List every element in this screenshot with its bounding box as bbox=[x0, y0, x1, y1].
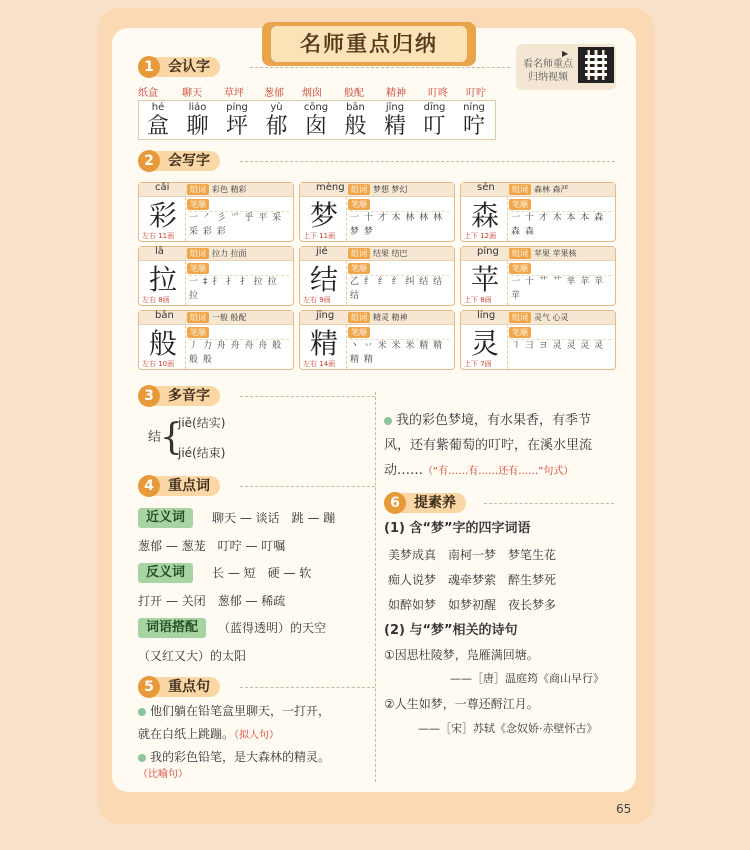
writing-card bbox=[460, 310, 616, 370]
read-word: 葱郁 bbox=[264, 88, 284, 99]
idioms-row-3: 如醉如梦 如梦初醒 夜长梦多 bbox=[388, 598, 557, 612]
structure-note: 左右 11画 bbox=[142, 232, 175, 240]
section-number: 5 bbox=[138, 676, 160, 698]
pinyin: lā bbox=[155, 246, 164, 257]
bullet-icon bbox=[384, 417, 392, 425]
section-title: 重点词 bbox=[152, 476, 220, 496]
words-tag: 组词 bbox=[348, 184, 370, 195]
pinyin: cǎi bbox=[155, 182, 170, 193]
key-sentence-1-cont: 就在白纸上跳蹦。（拟人句） bbox=[138, 727, 280, 741]
structure-note: 左右 10画 bbox=[142, 360, 175, 368]
divider bbox=[346, 325, 347, 369]
divider bbox=[484, 503, 614, 504]
words-tag: 组词 bbox=[348, 248, 370, 259]
divider bbox=[185, 261, 186, 305]
divider bbox=[240, 396, 375, 397]
pinyin: liáo bbox=[188, 102, 207, 113]
hanzi: 梦 bbox=[309, 199, 338, 232]
hanzi: 彩 bbox=[148, 199, 177, 232]
stroke-order: 丶 丷 米 米 米 精 精 精 精 bbox=[350, 341, 444, 365]
pinyin: yù bbox=[270, 102, 283, 113]
strokes-tag: 笔顺 bbox=[187, 327, 209, 338]
pinyin: bān bbox=[155, 310, 174, 321]
collocation-label: 词语搭配 bbox=[138, 618, 206, 638]
example-words: 一般 般配 bbox=[212, 313, 247, 322]
section-number: 4 bbox=[138, 475, 160, 497]
divider bbox=[185, 325, 186, 369]
stroke-order: ㇕ 彐 ヨ 灵 灵 灵 灵 bbox=[511, 341, 605, 351]
qr-code-icon[interactable] bbox=[578, 47, 614, 83]
strokes-tag: 笔顺 bbox=[509, 263, 531, 274]
example-words: 彩色 精彩 bbox=[212, 185, 247, 194]
read-char-cell bbox=[298, 102, 334, 140]
read-word: 精神 bbox=[386, 88, 406, 99]
pinyin: píng bbox=[477, 246, 499, 257]
column-divider bbox=[375, 392, 376, 782]
strokes-tag: 笔顺 bbox=[509, 199, 531, 210]
section-number: 3 bbox=[138, 385, 160, 407]
writing-card bbox=[299, 246, 455, 306]
rhetoric-note: （拟人句） bbox=[234, 730, 280, 741]
pinyin: jīng bbox=[385, 102, 405, 113]
read-word: 草坪 bbox=[224, 88, 244, 99]
hanzi: 苹 bbox=[470, 263, 499, 296]
read-word: 般配 bbox=[344, 88, 364, 99]
words-tag: 组词 bbox=[509, 312, 531, 323]
example-words: 苹果 苹果核 bbox=[534, 249, 577, 258]
read-char-cell bbox=[417, 102, 453, 140]
divider bbox=[507, 197, 508, 241]
writing-card bbox=[460, 182, 616, 242]
stroke-order: 乙 纟 纟 纟 纠 结 结 结 bbox=[350, 277, 444, 301]
structure-note: 左右 8画 bbox=[142, 296, 170, 304]
example-words: 梦想 梦幻 bbox=[373, 185, 408, 194]
words-tag: 组词 bbox=[187, 184, 209, 195]
idioms-heading: (1) 含“梦”字的四字词语 bbox=[384, 521, 531, 536]
play-icon[interactable]: ▶ bbox=[562, 49, 569, 58]
structure-note: 上下 12画 bbox=[464, 232, 497, 240]
synonym-line-2: 葱郁 — 葱茏 叮咛 — 叮嘱 bbox=[138, 539, 286, 553]
writing-card bbox=[460, 246, 616, 306]
writing-card bbox=[299, 310, 455, 370]
hanzi: 聊 bbox=[186, 114, 209, 139]
page-title: 名师重点归纳 bbox=[271, 26, 467, 62]
pinyin: bān bbox=[346, 102, 365, 113]
divider bbox=[507, 261, 508, 305]
right-sentence-line-2: 风，还有紫葡萄的叮咛，在溪水里流 bbox=[384, 438, 593, 453]
section-number: 6 bbox=[384, 492, 406, 514]
pinyin: sēn bbox=[477, 182, 495, 193]
stroke-order: 一 ‡ 扌 扌 扌 拉 拉 拉 bbox=[189, 277, 278, 301]
section-title: 会写字 bbox=[152, 151, 220, 171]
idioms-row-2: 痴人说梦 魂牵梦萦 醉生梦死 bbox=[388, 573, 557, 587]
stroke-order: 一 十 艹 艹 芈 苹 苹 苹 bbox=[511, 277, 605, 301]
read-char-cell bbox=[259, 102, 295, 140]
right-sentence-line-3: 动……（“有……有……还有……”句式） bbox=[384, 463, 574, 478]
stroke-order: 一 十 才 木 本 本 森 森 森 bbox=[511, 213, 605, 237]
read-word: 纸盒 bbox=[138, 88, 158, 99]
poem-1: ①因思杜陵梦，凫雁满回塘。 bbox=[384, 648, 539, 662]
poem-2-source: ——［宋］苏轼《念奴娇·赤壁怀古》 bbox=[418, 722, 598, 735]
structure-note: 上下 8画 bbox=[464, 296, 492, 304]
strokes-tag: 笔顺 bbox=[348, 199, 370, 210]
pinyin: hé bbox=[151, 102, 165, 113]
pinyin: cōng bbox=[303, 102, 329, 113]
divider bbox=[240, 161, 615, 162]
pinyin: mèng bbox=[316, 182, 345, 193]
hanzi: 叮 bbox=[423, 114, 446, 139]
hanzi: 灵 bbox=[470, 327, 499, 360]
synonym-label: 近义词 bbox=[138, 508, 193, 528]
polyphone-reading-2: jié(结束) bbox=[178, 446, 226, 460]
writing-card bbox=[138, 310, 294, 370]
writing-card bbox=[299, 182, 455, 242]
strokes-tag: 笔顺 bbox=[348, 327, 370, 338]
words-tag: 组词 bbox=[509, 184, 531, 195]
hanzi: 坪 bbox=[225, 114, 248, 139]
divider bbox=[240, 687, 375, 688]
section-title: 多音字 bbox=[152, 386, 220, 406]
structure-note: 左右 14画 bbox=[303, 360, 336, 368]
idioms-row-1: 美梦成真 南柯一梦 梦笔生花 bbox=[388, 548, 557, 562]
stroke-order: 丿 力 舟 舟 舟 舟 般 般 般 bbox=[189, 341, 283, 365]
structure-note: 左右 9画 bbox=[303, 296, 331, 304]
collocation-line-2: （又红又大）的太阳 bbox=[138, 649, 247, 663]
divider bbox=[346, 261, 347, 305]
bullet-icon bbox=[138, 708, 146, 716]
stroke-order: 一 十 才 木 林 林 林 梦 梦 bbox=[350, 213, 444, 237]
page-number: 65 bbox=[616, 802, 632, 816]
key-sentence-1: 他们躺在铅笔盒里聊天，一打开， bbox=[138, 702, 330, 720]
read-char-cell bbox=[219, 102, 255, 140]
antonym-label: 反义词 bbox=[138, 563, 193, 583]
words-tag: 组词 bbox=[348, 312, 370, 323]
section-title: 重点句 bbox=[152, 677, 220, 697]
bullet-icon bbox=[138, 754, 146, 762]
read-char-cell bbox=[456, 102, 492, 140]
read-word: 叮咛 bbox=[466, 88, 486, 99]
section-title: 会认字 bbox=[152, 57, 220, 77]
strokes-tag: 笔顺 bbox=[509, 327, 531, 338]
hanzi: 结 bbox=[309, 263, 338, 296]
hanzi: 拉 bbox=[148, 263, 177, 296]
section-title: 提素养 bbox=[398, 493, 466, 513]
hanzi: 精 bbox=[383, 114, 406, 139]
antonym-line-2: 打开 — 关闭 葱郁 — 稀疏 bbox=[138, 594, 286, 608]
divider bbox=[240, 486, 375, 487]
section-number: 2 bbox=[138, 150, 160, 172]
hanzi: 森 bbox=[470, 199, 499, 232]
synonym-line-1: 聊天 — 谈话 跳 — 蹦 bbox=[212, 511, 336, 525]
brace-icon: { bbox=[160, 417, 183, 458]
divider bbox=[507, 325, 508, 369]
pinyin: líng bbox=[477, 310, 496, 321]
pinyin: níng bbox=[463, 102, 485, 113]
pinyin: dīng bbox=[423, 102, 446, 113]
writing-card bbox=[138, 182, 294, 242]
example-words: 精灵 精神 bbox=[373, 313, 408, 322]
qr-caption: 看名师重点 归纳视频 bbox=[523, 59, 573, 83]
words-tag: 组词 bbox=[509, 248, 531, 259]
section-number: 1 bbox=[138, 56, 160, 78]
hanzi: 般 bbox=[148, 327, 177, 360]
structure-note: 上下 7画 bbox=[464, 360, 492, 368]
example-words: 结果 结巴 bbox=[373, 249, 408, 258]
read-word: 烟囱 bbox=[302, 88, 322, 99]
writing-card bbox=[138, 246, 294, 306]
key-sentence-2: 我的彩色铅笔，是大森林的精灵。 bbox=[138, 748, 330, 766]
read-word: 叮咚 bbox=[428, 88, 448, 99]
poems-heading: (2) 与“梦”相关的诗句 bbox=[384, 623, 518, 638]
structure-note: 上下 11画 bbox=[303, 232, 336, 240]
read-char-cell bbox=[377, 102, 413, 140]
strokes-tag: 笔顺 bbox=[348, 263, 370, 274]
rhetoric-note: （比喻句） bbox=[138, 769, 188, 780]
example-words: 灵气 心灵 bbox=[534, 313, 569, 322]
collocation-line-1: （蓝得透明）的天空 bbox=[218, 621, 327, 635]
right-sentence-line-1: 我的彩色梦境，有水果香，有季节 bbox=[384, 412, 591, 430]
poem-1-source: ——［唐］温庭筠《商山早行》 bbox=[450, 672, 604, 685]
words-tag: 组词 bbox=[187, 248, 209, 259]
divider bbox=[346, 197, 347, 241]
pinyin: píng bbox=[226, 102, 248, 113]
stroke-order: 一 ㇒ 彡 爫 乎 平 采 采 彩 彩 bbox=[189, 213, 283, 237]
antonym-line-1: 长 — 短 硬 — 软 bbox=[212, 566, 312, 580]
hanzi: 咛 bbox=[462, 114, 485, 139]
polyphone-reading-1: jiē(结实) bbox=[178, 416, 226, 430]
hanzi: 囱 bbox=[304, 114, 327, 139]
example-words: 森林 森严 bbox=[534, 185, 569, 194]
read-char-cell bbox=[180, 102, 216, 140]
read-char-cell bbox=[338, 102, 374, 140]
pinyin: jīng bbox=[316, 310, 335, 321]
read-word: 聊天 bbox=[182, 88, 202, 99]
poem-2: ②人生如梦，一尊还酹江月。 bbox=[384, 697, 539, 711]
hanzi: 盒 bbox=[146, 114, 169, 139]
hanzi: 般 bbox=[344, 114, 367, 139]
divider bbox=[185, 197, 186, 241]
hanzi: 郁 bbox=[265, 114, 288, 139]
sentence-pattern-note: （“有……有……还有……”句式） bbox=[423, 466, 574, 477]
read-char-cell bbox=[140, 102, 176, 140]
example-words: 拉力 拉面 bbox=[212, 249, 247, 258]
strokes-tag: 笔顺 bbox=[187, 263, 209, 274]
pinyin: jié bbox=[316, 246, 328, 257]
polyphone-char: 结 bbox=[148, 430, 162, 445]
words-tag: 组词 bbox=[187, 312, 209, 323]
divider bbox=[250, 67, 510, 68]
strokes-tag: 笔顺 bbox=[187, 199, 209, 210]
hanzi: 精 bbox=[309, 327, 338, 360]
